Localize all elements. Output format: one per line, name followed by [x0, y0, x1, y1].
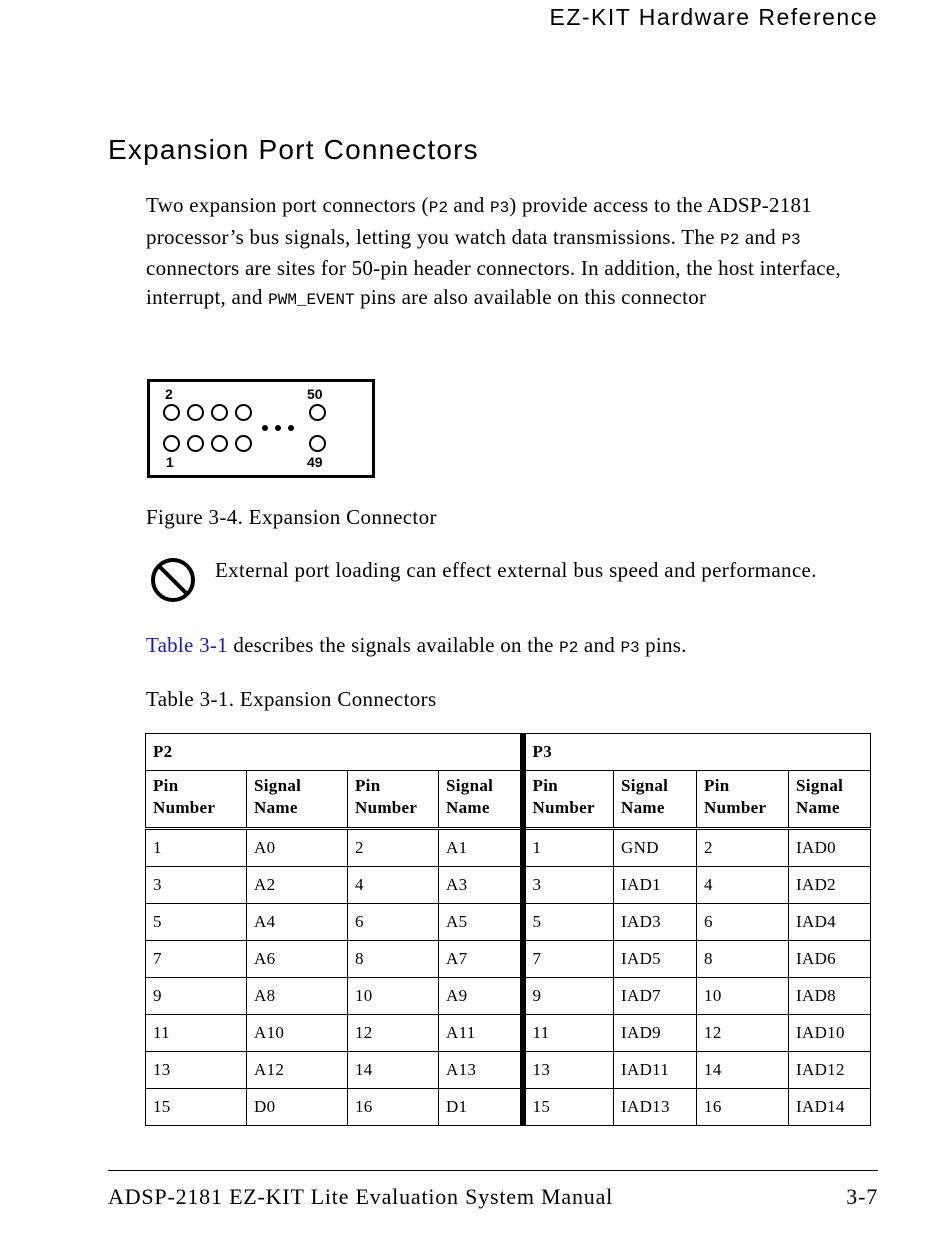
pin-label-bottom-left: 1: [166, 454, 174, 470]
table-cell: 7: [146, 941, 247, 978]
intro-code-pwm-event: PWM_EVENT: [268, 290, 355, 309]
column-header: Pin Number: [348, 771, 439, 829]
table-cell: IAD8: [789, 978, 871, 1015]
table-cell: IAD0: [789, 829, 871, 867]
table-cell: 16: [348, 1089, 439, 1126]
table-cell: 16: [697, 1089, 789, 1126]
ref-text-1: describes the signals available on the: [227, 633, 560, 657]
table-cell: IAD1: [614, 867, 697, 904]
table-row: [146, 941, 871, 978]
table-cell: IAD3: [614, 904, 697, 941]
intro-code-p2: P2: [428, 199, 448, 217]
table-cell: 10: [697, 978, 789, 1015]
table-cell: IAD11: [614, 1052, 697, 1089]
table-cell: 3: [146, 867, 247, 904]
table-cell: 1: [146, 829, 247, 867]
connector-pin: [309, 404, 326, 421]
table-cell: 4: [348, 867, 439, 904]
table-cell: GND: [614, 829, 697, 867]
table-cell: 8: [697, 941, 789, 978]
table-cell: 13: [523, 1052, 614, 1089]
column-header: Pin Number: [146, 771, 247, 829]
connector-pin: [211, 435, 228, 452]
table-cell: IAD4: [789, 904, 871, 941]
table-cell: D1: [439, 1089, 523, 1126]
table-3-1-link[interactable]: Table 3-1: [146, 633, 228, 657]
table-cell: IAD9: [614, 1015, 697, 1052]
ellipsis-dot: [262, 425, 268, 431]
table-cell: 9: [146, 978, 247, 1015]
table-cell: 14: [697, 1052, 789, 1089]
table-row: [146, 1089, 871, 1126]
connector-pin: [235, 404, 252, 421]
table-cell: A5: [439, 904, 523, 941]
ref-text-3: pins.: [639, 633, 687, 657]
column-header: Pin Number: [697, 771, 789, 829]
pin-label-top-right: 50: [307, 386, 323, 402]
expansion-connectors-table: [145, 733, 871, 1126]
table-cell: A11: [439, 1015, 523, 1052]
figure-caption: Figure 3-4. Expansion Connector: [146, 505, 437, 529]
table-cell: 2: [348, 829, 439, 867]
column-header: Signal Name: [614, 771, 697, 829]
footer-page-number: 3-7: [846, 1184, 878, 1209]
connector-pin: [163, 404, 180, 421]
column-header: Signal Name: [789, 771, 871, 829]
table-cell: 9: [523, 978, 614, 1015]
column-header: Signal Name: [247, 771, 348, 829]
table-cell: A13: [439, 1052, 523, 1089]
table-cell: 12: [348, 1015, 439, 1052]
table-cell: 8: [348, 941, 439, 978]
intro-text-2: and: [447, 193, 490, 217]
running-header: EZ-KIT Hardware Reference: [549, 4, 878, 30]
connector-pin: [187, 404, 204, 421]
expansion-connector-diagram: [147, 379, 375, 478]
table-cell: A2: [247, 867, 348, 904]
table-reference-sentence: [146, 631, 876, 663]
table-caption: Table 3-1. Expansion Connectors: [146, 687, 437, 711]
table-cell: A8: [247, 978, 348, 1015]
intro-text-3: ) provide access to the ADSP-2181 processor’s bus signals, letting you watch data transmissions. The: [146, 193, 812, 249]
connector-pin: [187, 435, 204, 452]
table-cell: IAD2: [789, 867, 871, 904]
caution-note: External port loading can effect external bus speed and performance.: [215, 558, 817, 582]
table-cell: 6: [348, 904, 439, 941]
table-row: [146, 904, 871, 941]
table-cell: A4: [247, 904, 348, 941]
ellipsis-dot: [275, 425, 281, 431]
table-cell: A6: [247, 941, 348, 978]
table-cell: IAD13: [614, 1089, 697, 1126]
table-cell: A0: [247, 829, 348, 867]
table-cell: IAD5: [614, 941, 697, 978]
connector-pin: [163, 435, 180, 452]
footer-manual-title: ADSP-2181 EZ-KIT Lite Evaluation System Manual: [108, 1184, 614, 1209]
table-cell: 11: [146, 1015, 247, 1052]
table-row: [146, 1015, 871, 1052]
table-row: [146, 1052, 871, 1089]
intro-text-6: pins are also available on this connector: [354, 284, 707, 309]
intro-paragraph: [146, 191, 876, 314]
table-cell: 1: [523, 829, 614, 867]
table-cell: 4: [697, 867, 789, 904]
table-cell: A9: [439, 978, 523, 1015]
table-cell: IAD6: [789, 941, 871, 978]
intro-code-p3: P3: [490, 199, 510, 217]
table-cell: 15: [146, 1089, 247, 1126]
table-cell: 2: [697, 829, 789, 867]
table-cell: 3: [523, 867, 614, 904]
column-header: Signal Name: [439, 771, 523, 829]
table-cell: A12: [247, 1052, 348, 1089]
table-row: [146, 978, 871, 1015]
table-cell: 7: [523, 941, 614, 978]
table-row: [146, 867, 871, 904]
group-header-p2: P2: [146, 734, 523, 771]
connector-pin: [235, 435, 252, 452]
table-cell: A10: [247, 1015, 348, 1052]
table-cell: 10: [348, 978, 439, 1015]
intro-code-p3-second: P3: [781, 230, 801, 249]
connector-pin: [309, 435, 326, 452]
intro-code-p2-second: P2: [720, 230, 740, 249]
table-cell: A1: [439, 829, 523, 867]
group-header-p3: P3: [523, 734, 871, 771]
table-cell: 6: [697, 904, 789, 941]
intro-text-4: and: [739, 224, 782, 249]
table-cell: 12: [697, 1015, 789, 1052]
table-cell: 14: [348, 1052, 439, 1089]
table-cell: 15: [523, 1089, 614, 1126]
table-cell: IAD10: [789, 1015, 871, 1052]
ref-text-2: and: [578, 633, 621, 657]
intro-text-5: connectors are sites for 50-pin header connectors. In addition, the host interface, interrupt, and: [146, 256, 841, 309]
table-cell: 13: [146, 1052, 247, 1089]
table-cell: 5: [523, 904, 614, 941]
section-title: Expansion Port Connectors: [108, 134, 479, 165]
ellipsis-dot: [288, 425, 294, 431]
table-cell: A3: [439, 867, 523, 904]
table-cell: 11: [523, 1015, 614, 1052]
table-cell: IAD7: [614, 978, 697, 1015]
table-cell: IAD14: [789, 1089, 871, 1126]
ref-code-p2: P2: [559, 639, 579, 657]
pin-label-top-left: 2: [165, 386, 173, 402]
table-row: [146, 829, 871, 867]
intro-text-1: Two expansion port connectors (: [146, 193, 429, 217]
footer-divider: [108, 1170, 878, 1171]
ref-code-p3: P3: [620, 639, 640, 657]
connector-pin: [211, 404, 228, 421]
table-cell: IAD12: [789, 1052, 871, 1089]
caution-circle-slash-icon: [149, 556, 197, 604]
table-cell: D0: [247, 1089, 348, 1126]
table-cell: A7: [439, 941, 523, 978]
table-cell: 5: [146, 904, 247, 941]
column-header: Pin Number: [523, 771, 614, 829]
pin-label-bottom-right: 49: [307, 454, 323, 470]
